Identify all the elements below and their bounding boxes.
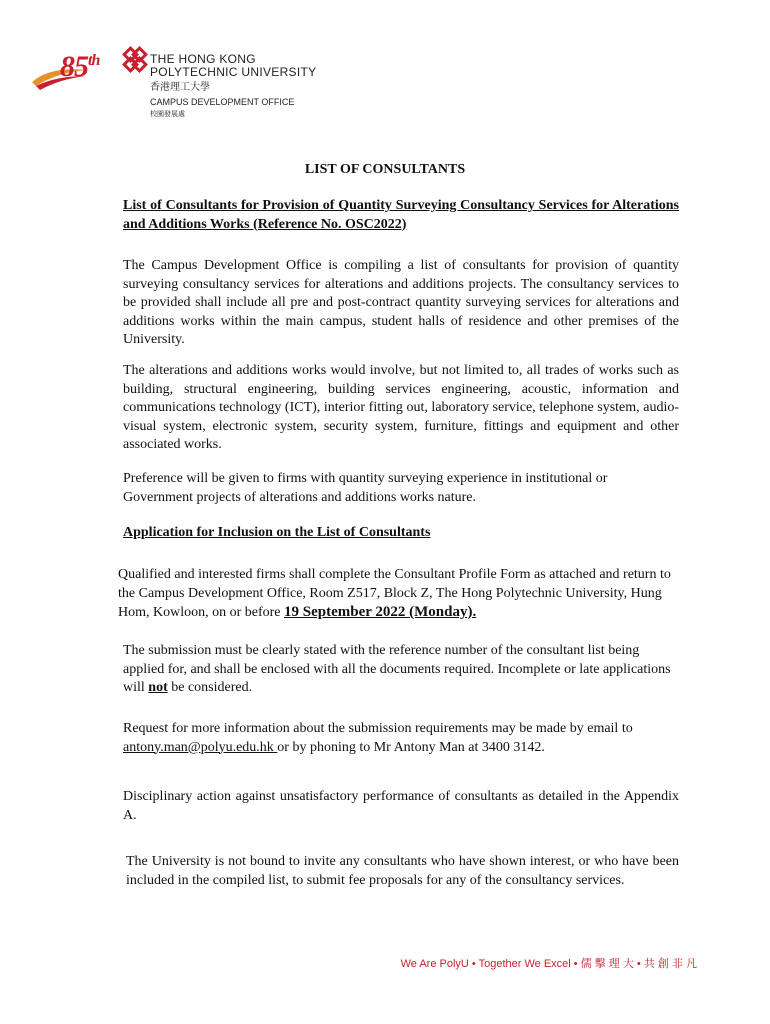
paragraph-submission-deadline [118, 566, 680, 623]
paragraph-disciplinary: Disciplinary action against unsatisfactory performance of consultants as detailed in the Appendix A. [123, 789, 679, 823]
logo-line-3: 香港理工大學 [150, 82, 210, 93]
logo-line-5: 校園發展處 [150, 111, 185, 118]
polyu-knot-icon [122, 46, 148, 86]
paragraph-contact [123, 720, 679, 757]
deadline-date: 19 September 2022 (Monday). [284, 604, 477, 620]
page-title: LIST OF CONSULTANTS [304, 162, 466, 177]
requirements-text-post: be considered. [167, 680, 253, 695]
anniversary-mark [60, 50, 99, 84]
not-emphasis: not [148, 680, 168, 695]
paragraph-intro: The Campus Development Office is compiling a list of consultants for provision of quantity surveying consultancy services for alterations and additions projects. The consultancy services to be provided shall include all pre and post-contract quantity surveying services for alterations and additions works within the main campus, student halls of residence and other premises of the University. [123, 258, 679, 347]
paragraph-disclaimer: The University is not bound to invite any consultants who have shown interest, or who have been included in the compiled list, to submit fee proposals for any of the consultancy services. [126, 854, 679, 888]
email-link[interactable]: antony.man@polyu.edu.hk [123, 739, 278, 755]
anniversary-suffix: th [88, 52, 100, 69]
requirements-text-pre: The submission must be clearly stated with the reference number of the consultant list being applied for, and shall be enclosed with all the documents required. Incomplete or late applications will [123, 643, 671, 695]
logo-line-4: CAMPUS DEVELOPMENT OFFICE [150, 97, 295, 107]
paragraph-works-scope: The alterations and additions works would involve, but not limited to, all trades of works such as building, structural engineering, building services engineering, acoustic, information and communications technology (ICT), interior fitting out, laboratory service, telephone system, audio-visual system, electronic system, security system, furniture, fittings and equipment and other associated works. [123, 363, 679, 452]
contact-text-pre: Request for more information about the submission requirements may be made by email to [123, 721, 633, 736]
footer-slogan: We Are PolyU • Together We Excel • 儒 擊 理 大 • 共 創 非 凡 [400, 958, 697, 970]
deadline-text: Qualified and interested firms shall complete the Consultant Profile Form as attached and return to the Campus Development Office, Room Z517, Block Z, The Hong Polytechnic University, Hung Hom, Kowloon, on or before [118, 567, 671, 620]
logo-line-1: THE HONG KONG [150, 52, 256, 66]
anniversary-number: 85 [60, 50, 88, 83]
paragraph-preference: Preference will be given to firms with quantity surveying experience in institutional or Government projects of alterations and additions works nature. [123, 471, 608, 505]
polyu-cdo-logo [30, 42, 320, 122]
paragraph-submission-requirements [123, 642, 679, 698]
section-heading-1: List of Consultants for Provision of Quantity Surveying Consultancy Services for Alterations and Additions Works (Reference No. OSC2022) [123, 198, 679, 232]
logo-line-2: POLYTECHNIC UNIVERSITY [150, 65, 317, 79]
section-heading-2: Application for Inclusion on the List of Consultants [123, 525, 431, 540]
contact-text-post: or by phoning to Mr Antony Man at 3400 3142. [277, 739, 545, 755]
